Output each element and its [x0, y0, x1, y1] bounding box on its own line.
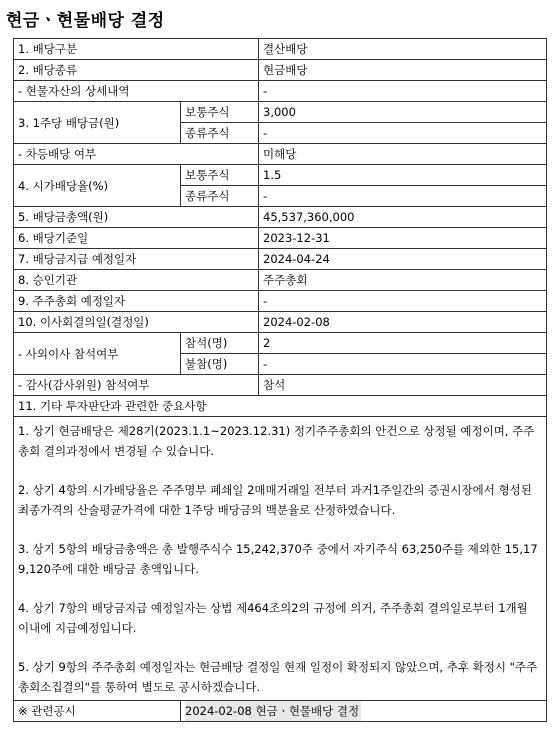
- row-value: -: [259, 123, 547, 144]
- row-value: -: [259, 291, 547, 312]
- related-disclosure-label: ※ 관련공시: [14, 701, 181, 722]
- table-row: [14, 102, 547, 123]
- table-row: [14, 228, 547, 249]
- row-label: 6. 배당기준일: [14, 228, 259, 249]
- note-paragraph: 1. 상기 현금배당은 제28기(2023.1.1~2023.12.31) 정기주주총회의 안건으로 상정될 예정이며, 주주총회 결의과정에서 변경될 수 있습니다.: [18, 424, 535, 458]
- row-value: 2024-02-08: [259, 312, 547, 333]
- row-label: 7. 배당금지급 예정일자: [14, 249, 259, 270]
- row-value: 주주총회: [259, 270, 547, 291]
- note-paragraph: 5. 상기 9항의 주주총회 예정일자는 현금배당 결정일 현재 일정이 확정되지 않았으며, 추후 확정시 "주주총회소집결의"를 통하여 별도로 공시하겠습니다.: [18, 660, 538, 694]
- page-title: 현금ㆍ현물배당 결정: [6, 11, 165, 31]
- row-value: -: [259, 186, 547, 207]
- row-value: 2023-12-31: [259, 228, 547, 249]
- row-label: - 차등배당 여부: [14, 144, 259, 165]
- row-value: -: [259, 81, 547, 102]
- table-row: [14, 165, 547, 186]
- section-header: 11. 기타 투자판단과 관련한 중요사항: [14, 396, 547, 417]
- notes-row: [14, 417, 547, 701]
- row-label: 4. 시가배당율(%): [14, 165, 181, 207]
- row-value: 현금배당: [259, 60, 547, 81]
- table-row: [14, 39, 547, 60]
- row-label: - 감사(감사위원) 참석여부: [14, 375, 259, 396]
- row-label: - 현물자산의 상세내역: [14, 81, 259, 102]
- sub-label: 불참(명): [181, 354, 259, 375]
- dividend-table: [13, 38, 547, 722]
- row-value: 2024-04-24: [259, 249, 547, 270]
- table-row: [14, 144, 547, 165]
- related-disclosure-link[interactable]: 2024-02-08 현금ㆍ현물배당 결정: [185, 701, 361, 721]
- table-row: [14, 249, 547, 270]
- row-value: 45,537,360,000: [259, 207, 547, 228]
- table-row: [14, 396, 547, 417]
- row-value: 미해당: [259, 144, 547, 165]
- table-row: [14, 291, 547, 312]
- table-row: [14, 207, 547, 228]
- notes-cell: [14, 417, 547, 701]
- note-paragraph: 2. 상기 4항의 시가배당율은 주주명부 폐쇄일 2매매거래일 전부터 과거1주일간의 증권시장에서 형성된 최종가격의 산술평균가격에 대한 1주당 배당금의 백분율로 산정하였습니다.: [18, 483, 532, 517]
- row-label: 1. 배당구분: [14, 39, 259, 60]
- sub-label: 종류주식: [181, 186, 259, 207]
- sub-label: 보통주식: [181, 165, 259, 186]
- row-label: 3. 1주당 배당금(원): [14, 102, 181, 144]
- row-value: 1.5: [259, 165, 547, 186]
- sub-label: 보통주식: [181, 102, 259, 123]
- row-label: 10. 이사회결의일(결정일): [14, 312, 259, 333]
- table-row: [14, 270, 547, 291]
- note-paragraph: 4. 상기 7항의 배당금지급 예정일자는 상법 제464조의2의 규정에 의거, 주주총회 결의일로부터 1개월 이내에 지급예정입니다.: [18, 601, 528, 635]
- sub-label: 참석(명): [181, 333, 259, 354]
- row-value: 2: [259, 333, 547, 354]
- table-row: [14, 701, 547, 722]
- row-value: 3,000: [259, 102, 547, 123]
- table-row: [14, 375, 547, 396]
- table-row: [14, 81, 547, 102]
- table-row: [14, 333, 547, 354]
- row-label: - 사외이사 참석여부: [14, 333, 181, 375]
- row-value: -: [259, 354, 547, 375]
- row-label: 2. 배당종류: [14, 60, 259, 81]
- row-value: 결산배당: [259, 39, 547, 60]
- row-label: 8. 승인기관: [14, 270, 259, 291]
- row-label: 9. 주주총회 예정일자: [14, 291, 259, 312]
- table-row: [14, 60, 547, 81]
- row-value: 참석: [259, 375, 547, 396]
- related-disclosure-cell: [181, 701, 547, 722]
- row-label: 5. 배당금총액(원): [14, 207, 259, 228]
- table-row: [14, 312, 547, 333]
- sub-label: 종류주식: [181, 123, 259, 144]
- note-paragraph: 3. 상기 5항의 배당금총액은 총 발행주식수 15,242,370주 중에서 자기주식 63,250주를 제외한 15,179,120주에 대한 배당금 총액입니다.: [18, 542, 538, 576]
